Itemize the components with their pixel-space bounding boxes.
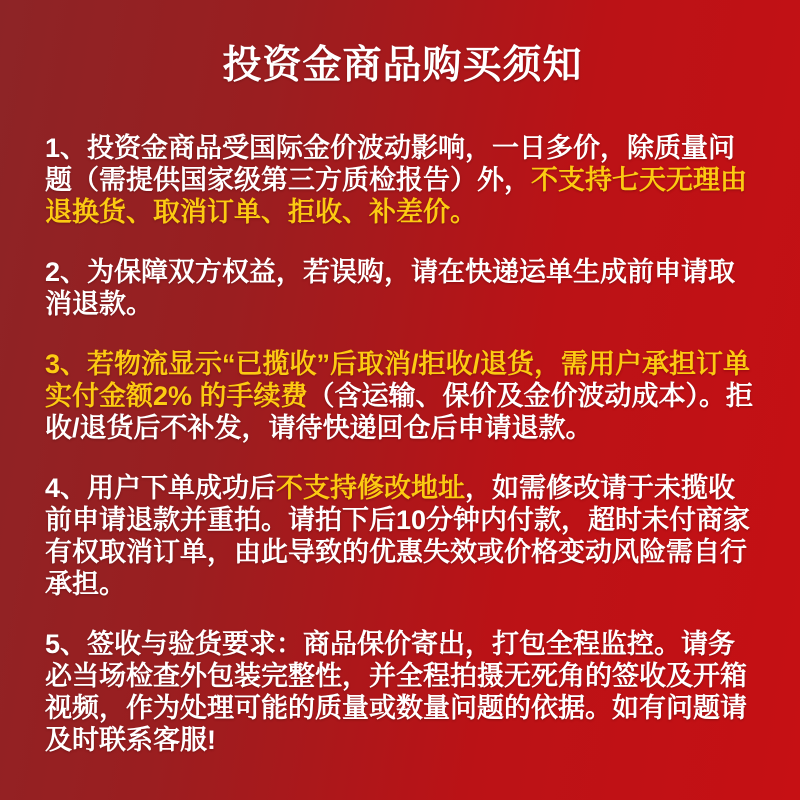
- notice-text-highlight: 不支持修改地址: [276, 473, 466, 503]
- notice-text: 2、为保障双方权益，若误购，请在快递运单生成前申请取消退款。: [45, 257, 736, 319]
- notice-text: （含运输、保价及金价波动成本）。拒收/退货后不补发，请待快递回仓后申请退款。: [45, 381, 754, 443]
- notice-paragraph: [45, 628, 760, 756]
- notice-paragraph: [45, 132, 760, 228]
- notice-text-highlight: 3、若物流显示“已揽收”后取消/拒收/退货，需用户承担订单实付金额2% 的手续费: [45, 349, 751, 411]
- notice-text-highlight: 不支持七天无理由退换货、取消订单、拒收、补差价。: [45, 165, 747, 227]
- notice-body: [45, 132, 760, 756]
- notice-paragraph: [45, 256, 760, 320]
- notice-text: ，如需修改请于未揽收前申请退款并重拍。请拍下后10分钟内付款，超时未付商家有权取消订单，由此导致的优惠失效或价格变动风险需自行承担。: [45, 473, 751, 599]
- notice-text: 5、签收与验货要求：商品保价寄出，打包全程监控。请务必当场检查外包装完整性，并全程拍摄无死角的签收及开箱视频，作为处理可能的质量或数量问题的依据。如有问题请及时联系客服!: [45, 629, 747, 755]
- notice-paragraph: [45, 472, 760, 600]
- notice-paragraph: [45, 348, 760, 444]
- notice-text: 1、投资金商品受国际金价波动影响，一日多价，除质量问题（需提供国家级第三方质检报告）外，: [45, 133, 736, 195]
- notice-text: 4、用户下单成功后: [45, 473, 277, 503]
- notice-title: 投资金商品购买须知: [222, 44, 583, 87]
